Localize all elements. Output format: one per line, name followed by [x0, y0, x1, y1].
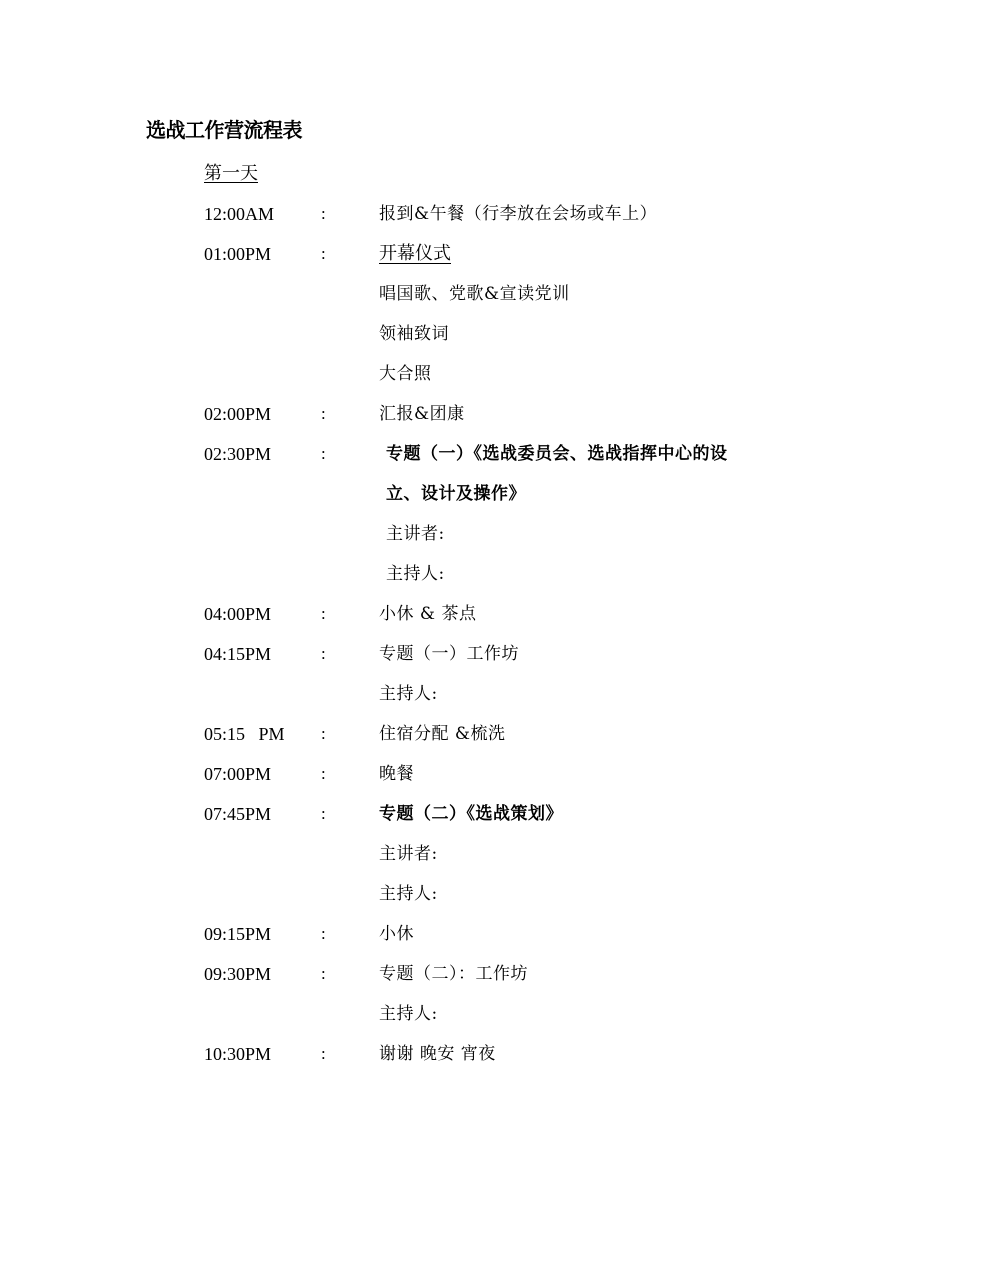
schedule-separator: : [321, 1044, 326, 1063]
schedule-item-topic: 专题（二）《选战策划》 [379, 804, 563, 824]
schedule-time: 09:30PM [204, 964, 272, 984]
schedule-row [204, 480, 844, 520]
schedule-row [204, 960, 844, 1000]
schedule-separator: : [321, 764, 326, 783]
schedule-item-topic: 专题（一）《选战委员会、选战指挥中心的设 [386, 444, 728, 464]
schedule-row [204, 800, 844, 840]
schedule-time: 07:00PM [204, 764, 272, 784]
schedule-row [204, 840, 844, 880]
schedule-time: 04:00PM [204, 604, 272, 624]
schedule-separator: : [321, 404, 326, 423]
schedule-time: 05:15 PM [204, 724, 285, 744]
schedule-time: 07:45PM [204, 804, 272, 824]
schedule-separator: : [321, 244, 326, 263]
schedule-item: 报到&午餐（行李放在会场或车上） [379, 204, 658, 224]
schedule-separator: : [321, 604, 326, 623]
schedule-row [204, 520, 844, 560]
schedule-item: 专题（一）工作坊 [379, 644, 519, 664]
day-label: 第一天 [204, 163, 258, 183]
schedule-row [204, 880, 844, 920]
schedule-item: 主持人: [379, 884, 438, 904]
schedule-row [204, 640, 844, 680]
schedule-item: 主讲者: [386, 524, 445, 544]
schedule-row [204, 560, 844, 600]
schedule-time: 09:15PM [204, 924, 272, 944]
schedule-separator: : [321, 964, 326, 983]
schedule-item: 小休 [379, 924, 414, 944]
schedule-row [204, 320, 844, 360]
schedule-time: 01:00PM [204, 244, 272, 264]
schedule-row [204, 680, 844, 720]
schedule-separator: : [321, 724, 326, 743]
schedule-list [204, 200, 844, 1080]
schedule-time: 10:30PM [204, 1044, 272, 1064]
schedule-row [204, 600, 844, 640]
schedule-row [204, 760, 844, 800]
schedule-item: 住宿分配 &梳洗 [379, 724, 506, 744]
schedule-row [204, 440, 844, 480]
schedule-row [204, 400, 844, 440]
schedule-row [204, 280, 844, 320]
schedule-row [204, 720, 844, 760]
schedule-item: 主持人: [379, 684, 438, 704]
schedule-row [204, 1040, 844, 1080]
schedule-item-topic: 立、设计及操作》 [386, 484, 526, 504]
schedule-time: 02:00PM [204, 404, 272, 424]
schedule-item: 晚餐 [379, 764, 414, 784]
schedule-separator: : [321, 204, 326, 223]
schedule-item: 专题（二）：工作坊 [379, 964, 528, 984]
schedule-time: 02:30PM [204, 444, 272, 464]
schedule-row [204, 1000, 844, 1040]
document-title: 选战工作营流程表 [146, 118, 302, 142]
schedule-item-heading: 开幕仪式 [379, 243, 451, 264]
schedule-item: 主持人: [386, 564, 445, 584]
schedule-item: 主讲者: [379, 844, 438, 864]
schedule-separator: : [321, 444, 326, 463]
schedule-item: 谢谢 晚安 宵夜 [379, 1044, 496, 1064]
schedule-time: 04:15PM [204, 644, 272, 664]
schedule-item: 小休 & 茶点 [379, 604, 477, 624]
schedule-item: 领袖致词 [379, 324, 449, 344]
schedule-item: 大合照 [379, 364, 432, 384]
schedule-item: 主持人: [379, 1004, 438, 1024]
schedule-separator: : [321, 924, 326, 943]
schedule-item: 唱国歌、党歌&宣读党训 [379, 284, 570, 304]
schedule-row [204, 920, 844, 960]
schedule-row [204, 200, 844, 240]
schedule-separator: : [321, 804, 326, 823]
schedule-time: 12:00AM [204, 204, 275, 224]
schedule-item: 汇报&团康 [379, 404, 465, 424]
schedule-row [204, 360, 844, 400]
schedule-separator: : [321, 644, 326, 663]
schedule-row [204, 240, 844, 280]
